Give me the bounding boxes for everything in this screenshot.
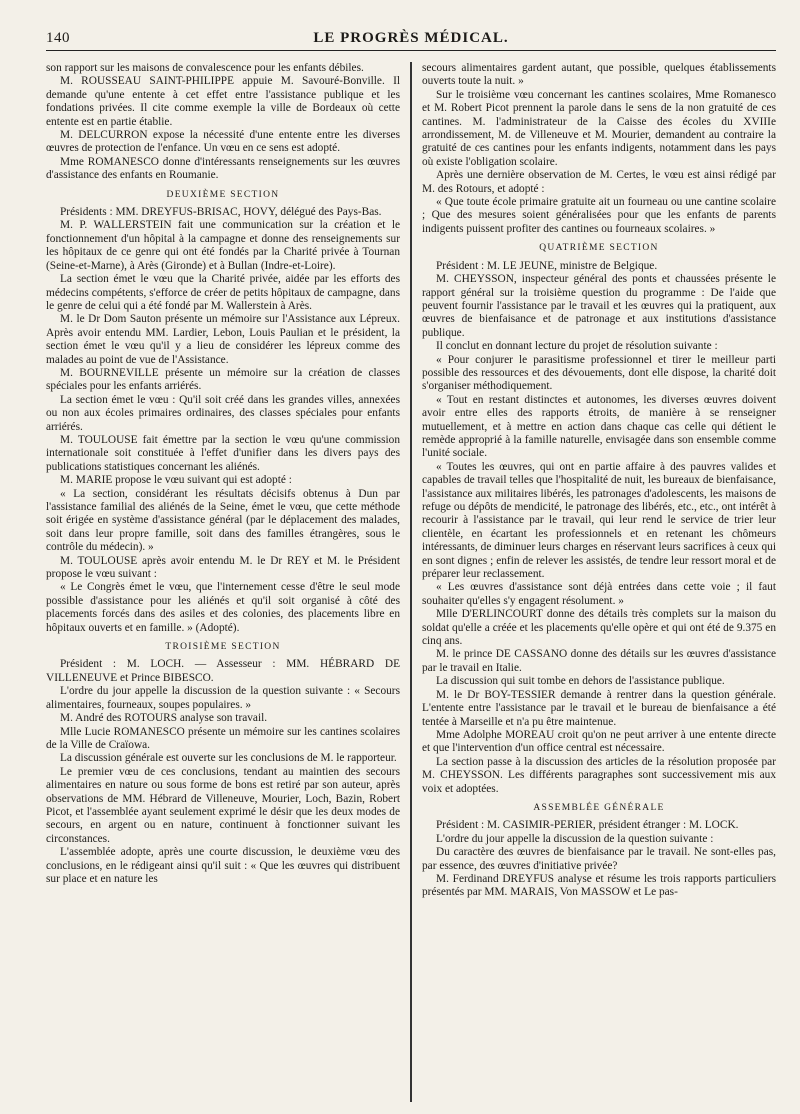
section-heading: TROISIÈME SECTION bbox=[165, 642, 281, 653]
paragraph: « Toutes les œuvres, qui ont en partie affaire à des pauvres valides et capables de travail telles que l'hospitalité de nuit, les bureaux de bienfaisance, l'assistance aux militaires libérés, les patronages d'adolescents, les maisons de refuge ou dépôts de mendicité, le patronage des libérés, etc., etc., ont intérêt à recourir à l'assistance par le travail, qui leur rend le service de trier leur clientèle, en écartant les professionnels et en retenant les chômeurs intéressants, de diminuer leurs charges en réservant leurs sacrifices à ceux qui en sont dignes ; enfin de relever les assistés, de tendre leur ressort moral et de préparer leur reclassement. bbox=[422, 460, 776, 581]
paragraph: Président : M. LOCH. — Assesseur : MM. HÉBRARD DE VILLENEUVE et Prince BIBESCO. bbox=[46, 658, 400, 684]
paragraph: M. MARIE propose le vœu suivant qui est adopté : bbox=[60, 474, 292, 487]
paragraph: M. Ferdinand DREYFUS analyse et résume les trois rapports particuliers présentés par MM. MARAIS, Von MASSOW et Le pas- bbox=[422, 872, 776, 899]
paragraph: M. ROUSSEAU SAINT-PHILIPPE appuie M. Savouré-Bonville. Il demande qu'une entente à cet effet entre l'assistance publique et les fondations privées. Il cite comme exemple la ville de Bordeaux où cette entente est en partie établie. bbox=[46, 75, 400, 128]
paragraph: secours alimentaires gardent autant, que possible, quelques établissements ouverts toute la nuit. » bbox=[422, 62, 776, 88]
section-heading: ASSEMBLÉE GÉNÉRALE bbox=[533, 802, 665, 813]
right-column bbox=[414, 62, 776, 1102]
paragraph: Le premier vœu de ces conclusions, tendant au maintien des secours alimentaires en nature ou sous forme de bons est retiré par son auteur, après observations de MM. Hébrard de Villeneuve, Mourier, Loch, Bazin, Robert Picot, et l'assemblée ayant seulement exprimé le désir que les deux modes de secours, en argent ou en nature, continuent à fonctionner suivant les circonstances. bbox=[46, 765, 400, 845]
paragraph: M. le Dr BOY-TESSIER demande à rentrer dans la question générale. L'entente entre l'assistance par le travail et le bureau de bienfaisance a été tentée à Marseille et n'a pu être maintenue. bbox=[422, 688, 776, 728]
paragraph: Président : M. LE JEUNE, ministre de Belgique. bbox=[436, 259, 658, 272]
paragraph: Il conclut en donnant lecture du projet de résolution suivante : bbox=[436, 340, 718, 353]
paragraph: « Que toute école primaire gratuite ait un fourneau ou une cantine scolaire ; Que des mesures soient généralisées pour que les enfants de parents indigents puissent profiter des cantines ou fourneaux scolaires. » bbox=[422, 196, 776, 235]
paragraph: Président : M. CASIMIR-PERIER, président étranger : M. LOCK. bbox=[436, 819, 739, 832]
paragraph: Mme ROMANESCO donne d'intéressants renseignements sur les œuvres d'assistance des enfants en Roumanie. bbox=[46, 155, 400, 182]
paragraph: Mlle D'ERLINCOURT donne des détails très complets sur la maison du soldat qu'elle a créée et les placements qu'elle opère et qui ont été de 9.375 en cinq ans. bbox=[422, 608, 776, 648]
paragraph: L'ordre du jour appelle la discussion de la question suivante : « Secours alimentaires, fourneaux, soupes populaires. » bbox=[46, 685, 400, 711]
paragraph: son rapport sur les maisons de convalescence pour les enfants débiles. bbox=[46, 62, 364, 74]
paragraph: M. André des ROTOURS analyse son travail. bbox=[60, 712, 268, 725]
paragraph: Après une dernière observation de M. Certes, le vœu est ainsi rédigé par M. des Rotours, et adopté : bbox=[422, 169, 776, 195]
paragraph: « La section, considérant les résultats décisifs obtenus à Dun par l'assistance familial des aliénés de la Seine, émet le vœu, que cette méthode soit érigée en système d'assistance général (par le déplacement des malades, soit dans leur propre famille, soit dans des familles étrangères, sous le contrôle du médecin). » bbox=[46, 487, 400, 554]
paragraph: M. DELCURRON expose la nécessité d'une entente entre les diverses œuvres de protection de l'enfance. Un vœu en ce sens est adopté. bbox=[46, 129, 400, 155]
paragraph: « Le Congrès émet le vœu, que l'internement cesse d'être le seul mode possible d'assistance pour les aliénés et qu'il soit organisé à côté des placements forcés dans des asiles et des colonies, des placements libre en hôpitaux ouverts et en famille. » (Adopté). bbox=[46, 581, 400, 634]
left-column bbox=[46, 62, 408, 1102]
paragraph: M. P. WALLERSTEIN fait une communication sur la création et le fonctionnement d'un hôpital à la campagne et donne des renseignements sur les hôpitaux de ce genre qui ont été fondés par la Charité privée à Tournan (Seine-et-Marne), à Arès (Gironde) et à Bullan (Indre-et-Loire). bbox=[46, 219, 400, 272]
column-divider bbox=[410, 62, 412, 1102]
paragraph: La section passe à la discussion des articles de la résolution proposée par M. CHEYSSON. Les différents paragraphes sont successivement mis aux voix et adoptées. bbox=[422, 755, 776, 795]
paragraph: Du caractère des œuvres de bienfaisance par le travail. Ne sont-elles pas, par essence, des œuvres d'initiative privée? bbox=[422, 846, 776, 872]
paragraph: Sur le troisième vœu concernant les cantines scolaires, Mme Romanesco et M. Robert Picot prennent la parole dans le sens de la non gratuité de ces cantines. M. l'administrateur de la Caisse des écoles du XVIIIe arrondissement, M. de Villeneuve et M. Mourier, demandent au contraire la gratuité de ces cantines pour les enfants indigents, notamment dans les pays où existe l'obligation scolaire. bbox=[422, 88, 776, 168]
paragraph: La discussion générale est ouverte sur les conclusions de M. le rapporteur. bbox=[60, 752, 397, 765]
section-heading: QUATRIÈME SECTION bbox=[539, 243, 659, 254]
paragraph: M. BOURNEVILLE présente un mémoire sur la création de classes spéciales pour les enfants arriérés. bbox=[46, 366, 400, 393]
paragraph: M. TOULOUSE après avoir entendu M. le Dr REY et M. le Président propose le vœu suivant : bbox=[46, 554, 400, 581]
paragraph: Présidents : MM. DREYFUS-BRISAC, HOVY, délégué des Pays-Bas. bbox=[60, 206, 382, 219]
paragraph: M. CHEYSSON, inspecteur général des ponts et chaussées présente le rapport général sur la troisième question du programme : De l'aide que peuvent fournir l'assistance par le travail et les œuvres qui la pratiquent, aux œuvres de bienfaisance et de patronage et aux institutions d'assistance publique. bbox=[422, 273, 776, 339]
paragraph: Mlle Lucie ROMANESCO présente un mémoire sur les cantines scolaires de la Ville de Craïowa. bbox=[46, 725, 400, 751]
paragraph: M. le prince DE CASSANO donne des détails sur les œuvres d'assistance par le travail en Italie. bbox=[422, 648, 776, 674]
paragraph: Mme Adolphe MOREAU croit qu'on ne peut arriver à une entente directe et que l'intervention d'un office central est nécessaire. bbox=[422, 728, 776, 755]
journal-title: LE PROGRÈS MÉDICAL. bbox=[313, 30, 509, 46]
section-heading: DEUXIÈME SECTION bbox=[166, 189, 280, 200]
page-number: 140 bbox=[46, 30, 70, 46]
text-columns bbox=[46, 62, 780, 1102]
paragraph: M. le Dr Dom Sauton présente un mémoire sur l'Assistance aux Lépreux. Après avoir entendu MM. Lardier, Lebon, Louis Paulian et le président, la section émet le vœu qu'il y a lieu de considérer les lépreux comme des malades au point de vue de l'Assistance. bbox=[46, 313, 400, 366]
paragraph: « Les œuvres d'assistance sont déjà entrées dans cette voie ; il faut souhaiter qu'elles s'y engagent résolument. » bbox=[422, 581, 776, 607]
paragraph: La section émet le vœu que la Charité privée, aidée par les efforts des médecins compétents, s'efforce de créer de petits hôpitaux de campagne, dans le genre de celui qui a été fondé par M. Wallerstein à Arès. bbox=[46, 273, 400, 312]
paragraph: La discussion qui suit tombe en dehors de l'assistance publique. bbox=[436, 675, 725, 688]
page-header bbox=[46, 28, 776, 51]
paragraph: « Pour conjurer le parasitisme professionnel et tirer le meilleur parti possible des ressources et des dévouements, dont elle dispose, la charité doit s'organiser méthodiquement. bbox=[422, 353, 776, 393]
paragraph: « Tout en restant distinctes et autonomes, les diverses œuvres doivent avoir entre elles des rapports étroits, de manière à se renseigner mutuellement, et à mettre en action dans chaque cas celle qui détient le remède approprié à la famille naturelle, envisagée dans son ensemble comme l'unité sociale. bbox=[422, 393, 776, 460]
paragraph: La section émet le vœu : Qu'il soit créé dans les grandes villes, annexées ou non aux écoles primaires ordinaires, des classes spéciales pour enfants arriérés. bbox=[46, 393, 400, 433]
paragraph: L'ordre du jour appelle la discussion de la question suivante : bbox=[436, 832, 714, 845]
paragraph: M. TOULOUSE fait émettre par la section le vœu qu'une commission internationale soit constituée à l'effet d'unifier dans les divers pays des publications statistiques concernant les aliénés. bbox=[46, 433, 400, 473]
paragraph: L'assemblée adopte, après une courte discussion, le deuxième vœu des conclusions, en le rédigeant ainsi qu'il suit : « Que les œuvres qui distribuent sur place et en nature les bbox=[46, 846, 400, 885]
